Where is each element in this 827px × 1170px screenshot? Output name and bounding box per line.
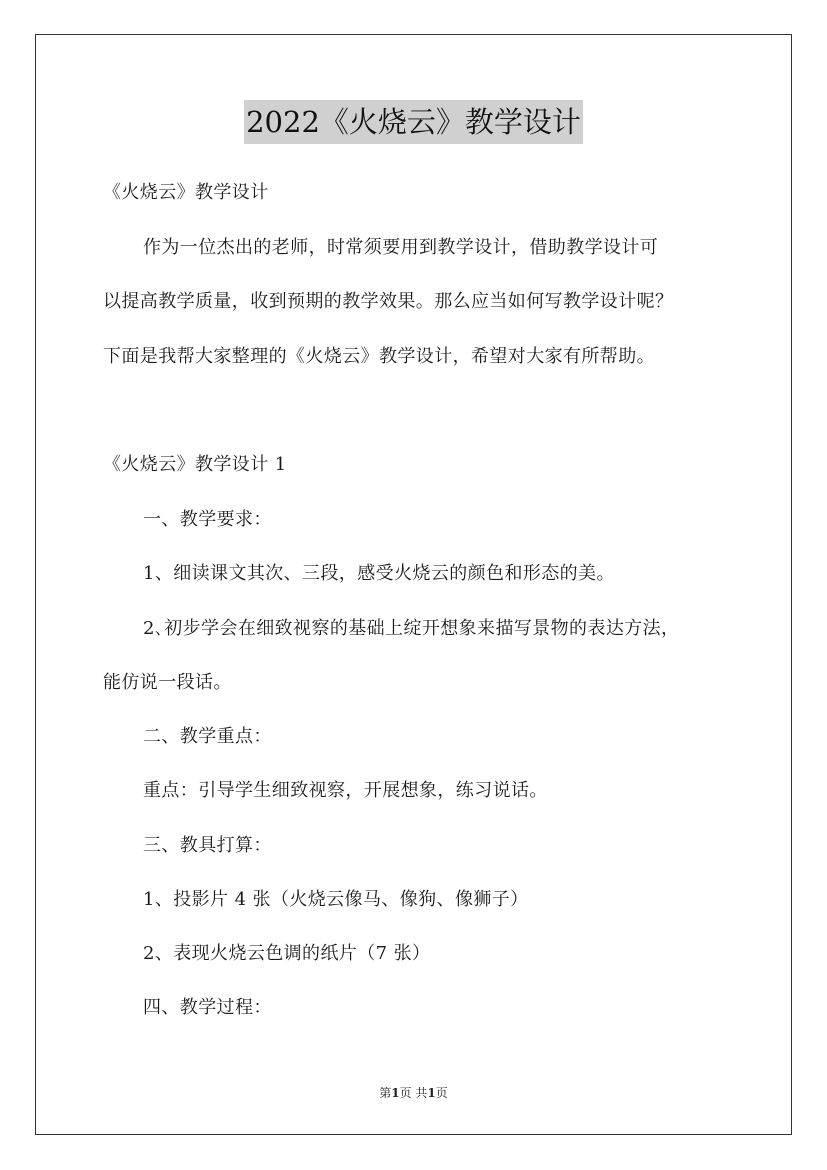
footer-page-number: 1 [391,1086,400,1100]
document-title: 2022《火烧云》教学设计 [244,100,583,144]
footer-mid: 页 共 [399,1086,428,1100]
section-heading: 《火烧云》教学设计 1 [103,454,287,475]
paragraph-line: 一、教学要求： [143,509,272,530]
paragraph-line: 下面是我帮大家整理的《火烧云》教学设计，希望对大家有所帮助。 [103,346,655,367]
paragraph-line: 能仿说一段话。 [103,672,232,693]
paragraph-line: 2､初步学会在细致视察的基础上绽开想象来描写景物的表达方法， [143,618,680,639]
footer-suffix: 页 [435,1086,448,1100]
paragraph-line: 1、投影片 4 张（火烧云像马、像狗、像狮子） [143,889,529,910]
paragraph-line: 2、表现火烧云色调的纸片（7 张） [143,943,431,964]
paragraph-line: 重点：引导学生细致视察，开展想象，练习说话。 [143,780,548,801]
footer-total-pages: 1 [427,1086,436,1100]
footer-prefix: 第 [379,1086,392,1100]
paragraph-line: 1、细读课文其次、三段，感受火烧云的颜色和形态的美。 [143,563,615,584]
paragraph-line: 以提高教学质量，收到预期的教学效果。那么应当如何写教学设计呢？ [103,291,674,312]
paragraph-line: 三、教具打算： [143,835,272,856]
subtitle-line: 《火烧云》教学设计 [103,182,269,203]
paragraph-line: 二、教学重点： [143,726,272,747]
paragraph-line: 作为一位杰出的老师，时常须要用到教学设计，借助教学设计可 [143,237,659,258]
title-container [0,100,827,144]
paragraph-line: 四、教学过程： [143,997,272,1018]
page-footer [0,1085,827,1101]
